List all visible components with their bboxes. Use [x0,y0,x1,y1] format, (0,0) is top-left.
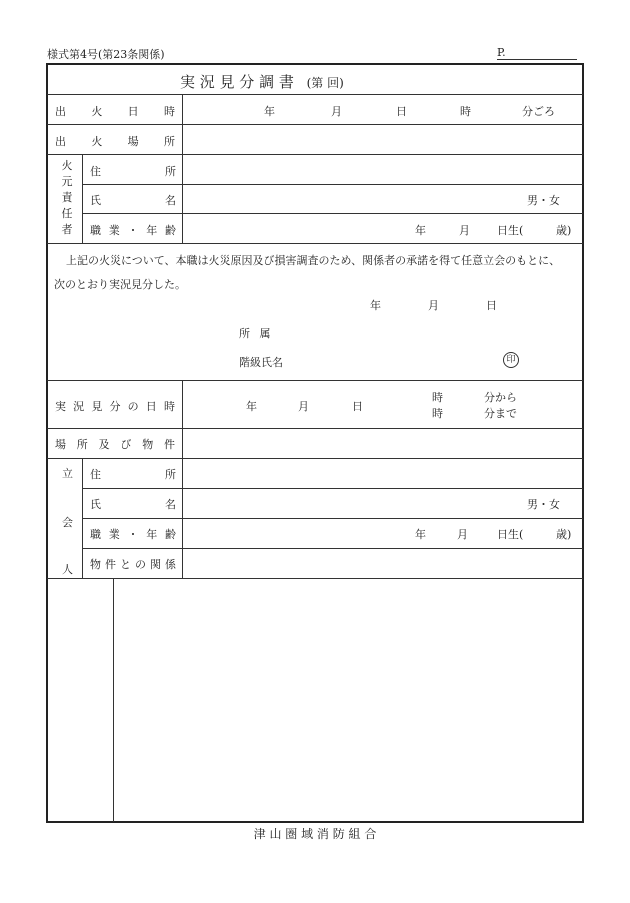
divider [47,154,583,155]
divider [47,94,583,95]
title-main: 実 況 見 分 調 書 [180,73,294,91]
divider [47,428,583,429]
column-divider [113,578,114,822]
divider [82,518,583,519]
divider [82,548,583,549]
witness-job-age-label: 職 業 ・ 年 齢 [90,528,176,541]
fire-minute-unit: 分ごろ [522,105,555,118]
column-divider [82,458,83,578]
responsible-address-field[interactable] [184,156,582,183]
witness-birth-day: 日生( [497,528,524,541]
witness-name-label: 氏 名 [90,498,176,511]
inspection-start-minute: 分から [484,391,517,404]
column-divider [182,94,183,243]
fire-year-unit: 年 [264,105,275,118]
witness-age-unit: 歳) [556,528,572,541]
witness-birth-month: 月 [457,528,468,541]
title-suffix: (第 回) [306,76,344,90]
statement-line-1: 上記の火災について、本職は火災原因及び損害調査のため、関係者の承諾を得て任意立会のもとに、 [66,254,561,267]
affiliation-label: 所 属 [239,327,271,340]
column-divider [182,380,183,578]
divider [82,184,583,185]
rank-name-label: 階級氏名 [239,356,283,369]
page-number-field[interactable]: P. [497,46,577,60]
inspection-year-unit: 年 [246,400,257,413]
responsible-birth-year: 年 [415,224,426,237]
document-title [180,71,450,92]
witness-group-label-3: 人 [62,563,73,576]
inspection-month-unit: 月 [298,400,309,413]
responsible-birth-month: 月 [459,224,470,237]
fire-month-unit: 月 [331,105,342,118]
statement-year-unit: 年 [370,299,381,312]
responsible-person-group-label: 火 元 責 任 者 [61,159,73,236]
statement-line-2: 次のとおり実況見分した。 [54,278,186,291]
statement-day-unit: 日 [486,299,497,312]
inspection-end-minute: 分まで [484,407,517,420]
fire-place-field[interactable] [184,126,582,153]
fire-hour-unit: 時 [460,105,471,118]
divider [82,213,583,214]
seal-icon: 印 [503,352,519,368]
inspection-time-label: 実 況 見 分 の 日 時 [55,400,175,413]
divider [47,578,583,579]
witness-birth-year: 年 [415,528,426,541]
witness-address-label: 住 所 [90,468,176,481]
fire-place-label: 出 火 場 所 [55,135,175,148]
fire-day-unit: 日 [396,105,407,118]
inspection-day-unit: 日 [352,400,363,413]
statement-month-unit: 月 [428,299,439,312]
witness-gender[interactable]: 男・女 [527,498,560,511]
divider [82,488,583,489]
responsible-name-label: 氏 名 [90,194,176,207]
responsible-job-age-label: 職 業 ・ 年 齢 [90,224,176,237]
inspection-end-hour: 時 [432,407,443,420]
place-items-field[interactable] [184,430,582,457]
witness-relation-label: 物 件 と の 関 係 [90,558,176,571]
divider [47,243,583,244]
witness-address-field[interactable] [184,460,582,487]
witness-group-label-2: 会 [62,516,73,529]
inspection-body-area[interactable] [115,580,582,820]
responsible-birth-day: 日生( [497,224,524,237]
fire-time-label: 出 火 日 時 [55,105,175,118]
divider [47,458,583,459]
inspection-start-hour: 時 [432,391,443,404]
organization-footer: 津 山 圏 域 消 防 組 合 [253,827,377,841]
form-reference: 様式第4号(第23条関係) [47,48,165,61]
responsible-address-label: 住 所 [90,165,176,178]
responsible-gender[interactable]: 男・女 [527,194,560,207]
witness-group-label-1: 立 [62,467,73,480]
witness-relation-field[interactable] [184,550,582,577]
column-divider [82,154,83,243]
place-items-label: 場 所 及 び 物 件 [55,438,175,451]
responsible-age-unit: 歳) [556,224,572,237]
divider [47,124,583,125]
divider [47,380,583,381]
